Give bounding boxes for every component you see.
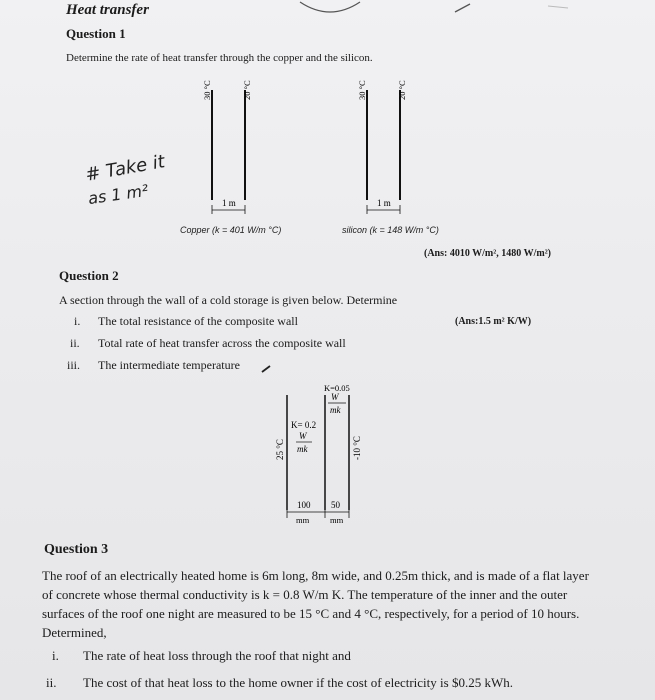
- q3-item-2-text: The cost of that heat loss to the home owner if the cost of electricity is $0.25 kWh.: [83, 675, 513, 690]
- k2-label: K=0.05: [324, 383, 350, 393]
- silicon-hot-temp: 30 °C: [357, 80, 367, 100]
- k1-unit-denominator: mk: [297, 444, 308, 454]
- copper-caption: Copper (k = 401 W/m °C): [180, 225, 282, 235]
- pen-tick-mark: [262, 366, 270, 372]
- question-1-heading: Question 1: [66, 26, 126, 41]
- question-3-heading: Question 3: [44, 542, 109, 557]
- question-1-answer: (Ans: 4010 W/m², 1480 W/m²): [424, 248, 552, 259]
- copper-cold-temp: 20 °C: [242, 80, 252, 100]
- layer-1-thickness: 100: [297, 500, 311, 510]
- q3-item-1-text: The rate of heat loss through the roof that night and: [83, 648, 351, 663]
- q2-item-2-text: Total rate of heat transfer across the composite wall: [98, 336, 346, 350]
- page-title: Heat transfer: [66, 2, 149, 18]
- q2-item-1-num: i.: [74, 314, 81, 328]
- q2-item-2-num: ii.: [70, 336, 80, 350]
- silicon-thickness: 1 m: [377, 198, 391, 208]
- question-3-paragraph: The roof of an electrically heated home is 6m long, 8m wide, and 0.25m thick, and is made of a flat layer of concrete whose thermal conductivity is k = 0.8 W/m K. The temperature of the inner and the outer surfaces of the roof one night are measured to be 15 °C and 4 °C, respectively, for a period of 10 hours. Determined,: [42, 568, 589, 640]
- q3-item-2-num: ii.: [46, 675, 57, 690]
- question-2-answer: (Ans:1.5 m² K/W): [455, 316, 532, 327]
- question-2-intro: A section through the wall of a cold storage is given below. Determine: [59, 293, 398, 307]
- q2-item-3-num: iii.: [67, 358, 81, 372]
- question-1-text: Determine the rate of heat transfer through the copper and the silicon.: [66, 52, 373, 64]
- silicon-caption: silicon (k = 148 W/m °C): [342, 225, 439, 235]
- question-2-heading: Question 2: [59, 268, 119, 283]
- copper-thickness: 1 m: [222, 198, 236, 208]
- q2-item-1-text: The total resistance of the composite wall: [98, 314, 298, 328]
- copper-hot-temp: 30 °C: [202, 80, 212, 100]
- k1-label: K= 0.2: [291, 420, 317, 430]
- handwritten-note-line2: as 1 m²: [86, 180, 150, 209]
- k2-unit-denominator: mk: [330, 405, 341, 415]
- k2-unit-numerator: W: [331, 392, 339, 402]
- k1-unit-numerator: W: [299, 431, 307, 441]
- q2-item-3-text: The intermediate temperature: [98, 358, 240, 372]
- q3-item-1-num: i.: [52, 648, 59, 663]
- left-surface-temp: 25 °C: [275, 439, 285, 460]
- right-surface-temp: -10 °C: [352, 436, 362, 460]
- silicon-cold-temp: 20 °C: [397, 80, 407, 100]
- layer-2-thickness: 50: [331, 500, 340, 510]
- layer-1-thickness-unit: mm: [296, 515, 310, 525]
- layer-2-thickness-unit: mm: [330, 515, 344, 525]
- handwritten-note-line1: # Take it: [83, 151, 167, 186]
